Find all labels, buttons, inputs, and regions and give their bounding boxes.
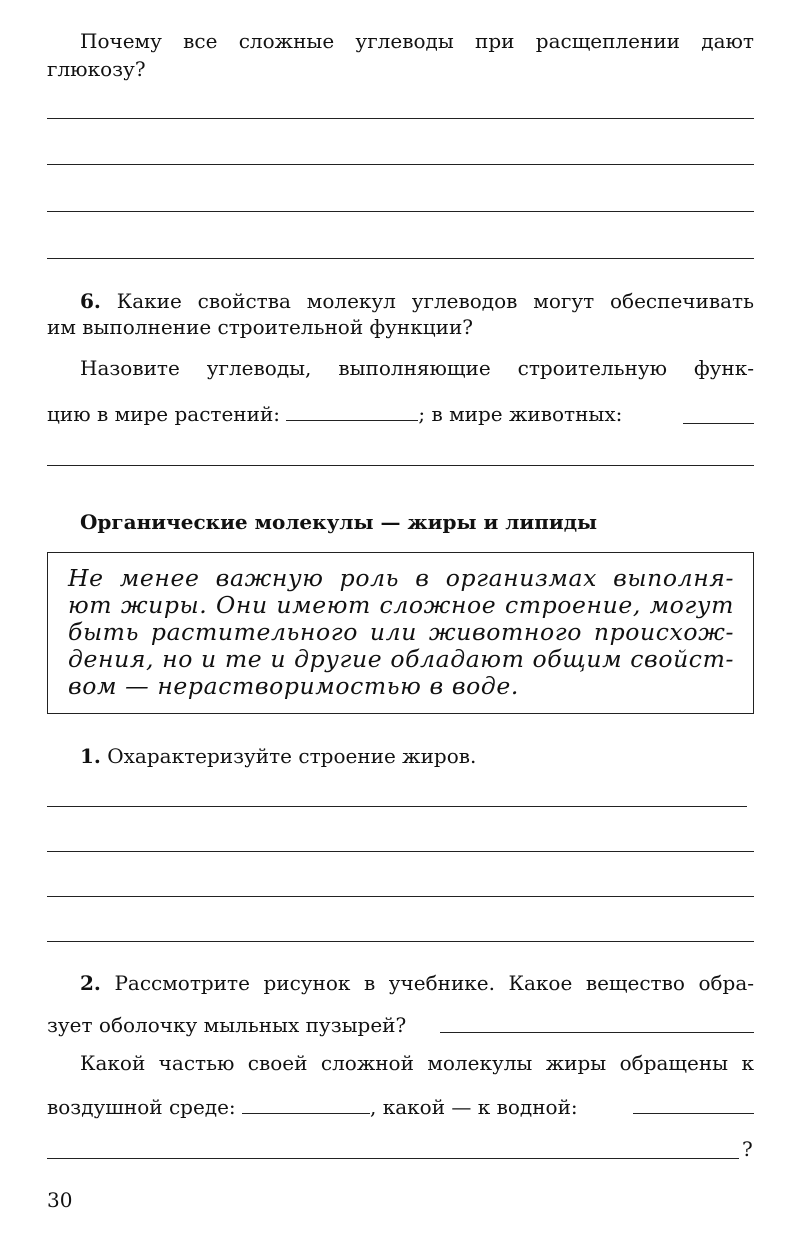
answer-line-2[interactable] xyxy=(47,164,754,165)
answer-line-3[interactable] xyxy=(47,211,754,212)
water-blank[interactable] xyxy=(633,1113,754,1114)
task2-line3: Какой частью своей сложной молекулы жиры обращены к xyxy=(80,1051,754,1075)
question-mark: ? xyxy=(742,1137,753,1161)
plants-blank[interactable] xyxy=(286,400,418,421)
answer-line-8[interactable] xyxy=(47,896,754,897)
page-number: 30 xyxy=(47,1188,73,1212)
carbs-question-line2: глюкозу? xyxy=(47,57,146,81)
info-box-line-2: ют жиры. Они имеют сложное строение, могут xyxy=(68,591,734,619)
q6-plants-label: цию в мире растений: xyxy=(47,402,281,426)
soap-bubble-blank[interactable] xyxy=(440,1032,754,1033)
answer-line-1[interactable] xyxy=(47,118,754,119)
answer-line-9[interactable] xyxy=(47,941,754,942)
info-box-line-5: вом — нерастворимостью в воде. xyxy=(68,672,519,700)
animals-blank[interactable] xyxy=(683,423,754,424)
section-title: Органические молекулы — жиры и липиды xyxy=(80,510,598,534)
q6-number: 6. xyxy=(80,289,101,313)
q6-sub-line2 xyxy=(47,400,754,427)
water-label: , какой — к водной: xyxy=(370,1095,578,1119)
q6-sub-line1: Назовите углеводы, выполняющие строительную функ- xyxy=(80,356,754,380)
air-blank[interactable] xyxy=(242,1093,370,1114)
task2-number: 2. xyxy=(80,971,101,995)
q6-animals-label: ; в мире животных: xyxy=(418,402,623,426)
task2-line2: зует оболочку мыльных пузырей? xyxy=(47,1013,407,1037)
answer-line-7[interactable] xyxy=(47,851,754,852)
answer-line-5[interactable] xyxy=(47,465,754,466)
carbs-question-line1: Почему все сложные углеводы при расщеплении дают xyxy=(80,29,754,53)
task2-line1-text: Рассмотрите рисунок в учебнике. Какое вещество обра- xyxy=(114,971,755,995)
task1-number: 1. xyxy=(80,744,101,768)
task1-text: Охарактеризуйте строение жиров. xyxy=(107,744,477,768)
q6-line1-text: Какие свойства молекул углеводов могут обеспечивать xyxy=(116,289,754,313)
task2-line1 xyxy=(80,970,754,996)
answer-line-4[interactable] xyxy=(47,258,754,259)
info-box-line-4: дения, но и те и другие обладают общим свойст- xyxy=(68,645,734,673)
answer-line-6[interactable] xyxy=(47,806,747,807)
info-box-line-3: быть растительного или животного происхож- xyxy=(68,618,734,646)
q6-line2: им выполнение строительной функции? xyxy=(47,315,474,339)
answer-line-10[interactable] xyxy=(47,1158,739,1159)
air-label: воздушной среде: xyxy=(47,1095,236,1119)
q6-line1 xyxy=(80,288,754,314)
info-box-line-1: Не менее важную роль в организмах выполня- xyxy=(68,564,734,592)
task2-line4 xyxy=(47,1093,578,1120)
task1-line xyxy=(80,743,476,769)
